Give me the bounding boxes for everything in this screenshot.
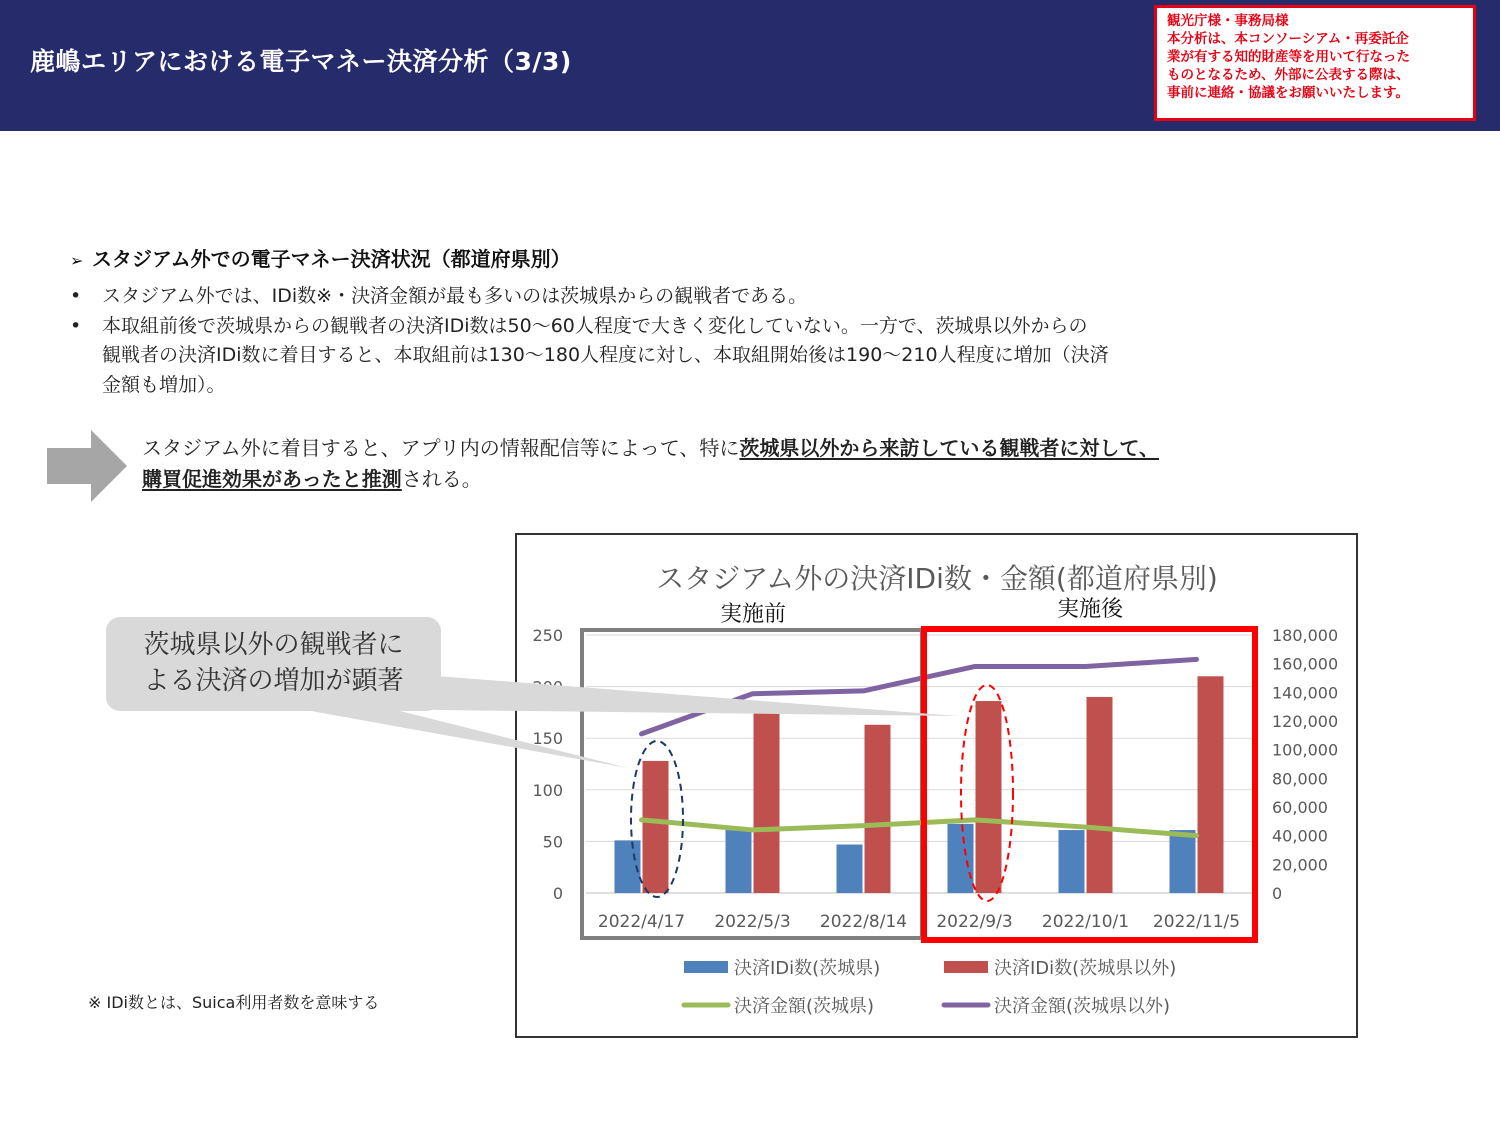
notice-line: 本分析は、本コンソーシアム・再委託企 bbox=[1167, 31, 1409, 47]
bar bbox=[948, 824, 974, 893]
after-period-label: 実施後 bbox=[1056, 597, 1124, 622]
legend-swatch bbox=[684, 961, 728, 973]
bar bbox=[1059, 830, 1085, 893]
bar bbox=[837, 844, 863, 893]
conclusion-emphasis: 購買促進効果があったと推測 bbox=[142, 467, 402, 491]
x-tick-label: 2022/8/14 bbox=[819, 912, 908, 932]
chart-title: スタジアム外の決済IDi数・金額(都道府県別) bbox=[656, 562, 1218, 595]
notice-line: 観光庁様・事務局様 bbox=[1167, 13, 1289, 29]
bar bbox=[643, 761, 669, 893]
bar bbox=[865, 725, 891, 893]
legend-label: 決済IDi数(茨城県以外) bbox=[994, 958, 1177, 979]
y-tick-label: 250 bbox=[532, 626, 563, 645]
page-title: 鹿嶋エリアにおける電子マネー決済分析（3/3) bbox=[30, 47, 572, 76]
y2-tick-label: 60,000 bbox=[1272, 798, 1328, 817]
bullet-text: スタジアム外では、IDi数※・決済金額が最も多いのは茨城県からの観戦者である。 bbox=[102, 285, 808, 307]
x-tick-label: 2022/5/3 bbox=[714, 912, 791, 932]
bullet-text: 観戦者の決済IDi数に着目すると、本取組前は130～180人程度に対し、本取組開始後は190～210人程度に増加（決済 bbox=[102, 344, 1109, 366]
x-tick-label: 2022/4/17 bbox=[597, 912, 686, 932]
legend-swatch bbox=[944, 961, 988, 973]
conclusion-part: される。 bbox=[401, 467, 482, 491]
conclusion-emphasis: 茨城県以外から来訪している観戦者に対して、 bbox=[739, 436, 1160, 460]
y2-tick-label: 160,000 bbox=[1272, 654, 1339, 674]
y2-tick-label: 140,000 bbox=[1272, 683, 1339, 703]
y-tick-label: 50 bbox=[542, 832, 563, 852]
bullet-dot-icon: • bbox=[70, 285, 82, 307]
legend-label: 決済金額(茨城県) bbox=[734, 996, 875, 1017]
bullet-text: 本取組前後で茨城県からの観戦者の決済IDi数は50～60人程度で大きく変化していない。一方で、茨城県以外からの bbox=[102, 314, 1088, 337]
bar bbox=[726, 830, 752, 893]
bullet-text: 金額も増加）。 bbox=[102, 373, 226, 396]
bullet-dot-icon: • bbox=[70, 314, 82, 337]
y-tick-label: 100 bbox=[532, 780, 563, 800]
y2-tick-label: 180,000 bbox=[1272, 626, 1339, 645]
y-tick-label: 0 bbox=[552, 884, 563, 903]
callout-line: 茨城県以外の観戦者に bbox=[143, 630, 404, 660]
notice-line: ものとなるため、外部に公表する際は、 bbox=[1167, 67, 1410, 83]
notice-line: 業が有する知的財産等を用いて行なった bbox=[1167, 49, 1410, 65]
callout-box bbox=[106, 617, 441, 711]
y2-tick-label: 100,000 bbox=[1272, 740, 1339, 760]
bar bbox=[976, 701, 1002, 893]
y2-tick-label: 0 bbox=[1272, 884, 1283, 903]
x-tick-label: 2022/9/3 bbox=[936, 912, 1013, 932]
series-line bbox=[642, 820, 1197, 836]
y2-tick-label: 120,000 bbox=[1272, 712, 1339, 731]
x-tick-label: 2022/10/1 bbox=[1041, 912, 1130, 932]
bar bbox=[1170, 830, 1196, 893]
bar bbox=[1198, 676, 1224, 893]
bar bbox=[754, 710, 780, 893]
callout-line: よる決済の増加が顕著 bbox=[143, 666, 404, 696]
y2-tick-label: 20,000 bbox=[1272, 855, 1328, 875]
conclusion-part: スタジアム外に着目すると、アプリ内の情報配信等によって、特に bbox=[142, 436, 740, 460]
footnote: ※ IDi数とは、Suica利用者数を意味する bbox=[88, 993, 380, 1012]
before-period-label: 実施前 bbox=[719, 602, 787, 627]
legend-label: 決済IDi数(茨城県) bbox=[734, 958, 881, 979]
y2-tick-label: 80,000 bbox=[1272, 769, 1328, 789]
legend-label: 決済金額(茨城県以外) bbox=[994, 996, 1171, 1017]
section-heading-text: スタジアム外での電子マネー決済状況（都道府県別） bbox=[92, 247, 571, 271]
arrowhead-bullet-icon: ➢ bbox=[70, 251, 84, 270]
x-tick-label: 2022/11/5 bbox=[1152, 912, 1241, 932]
series-line bbox=[642, 659, 1197, 734]
y2-tick-label: 40,000 bbox=[1272, 826, 1328, 846]
y-tick-label: 150 bbox=[532, 729, 563, 749]
bar bbox=[1087, 697, 1113, 893]
notice-line: 事前に連絡・協議をお願いいたします。 bbox=[1167, 85, 1409, 101]
